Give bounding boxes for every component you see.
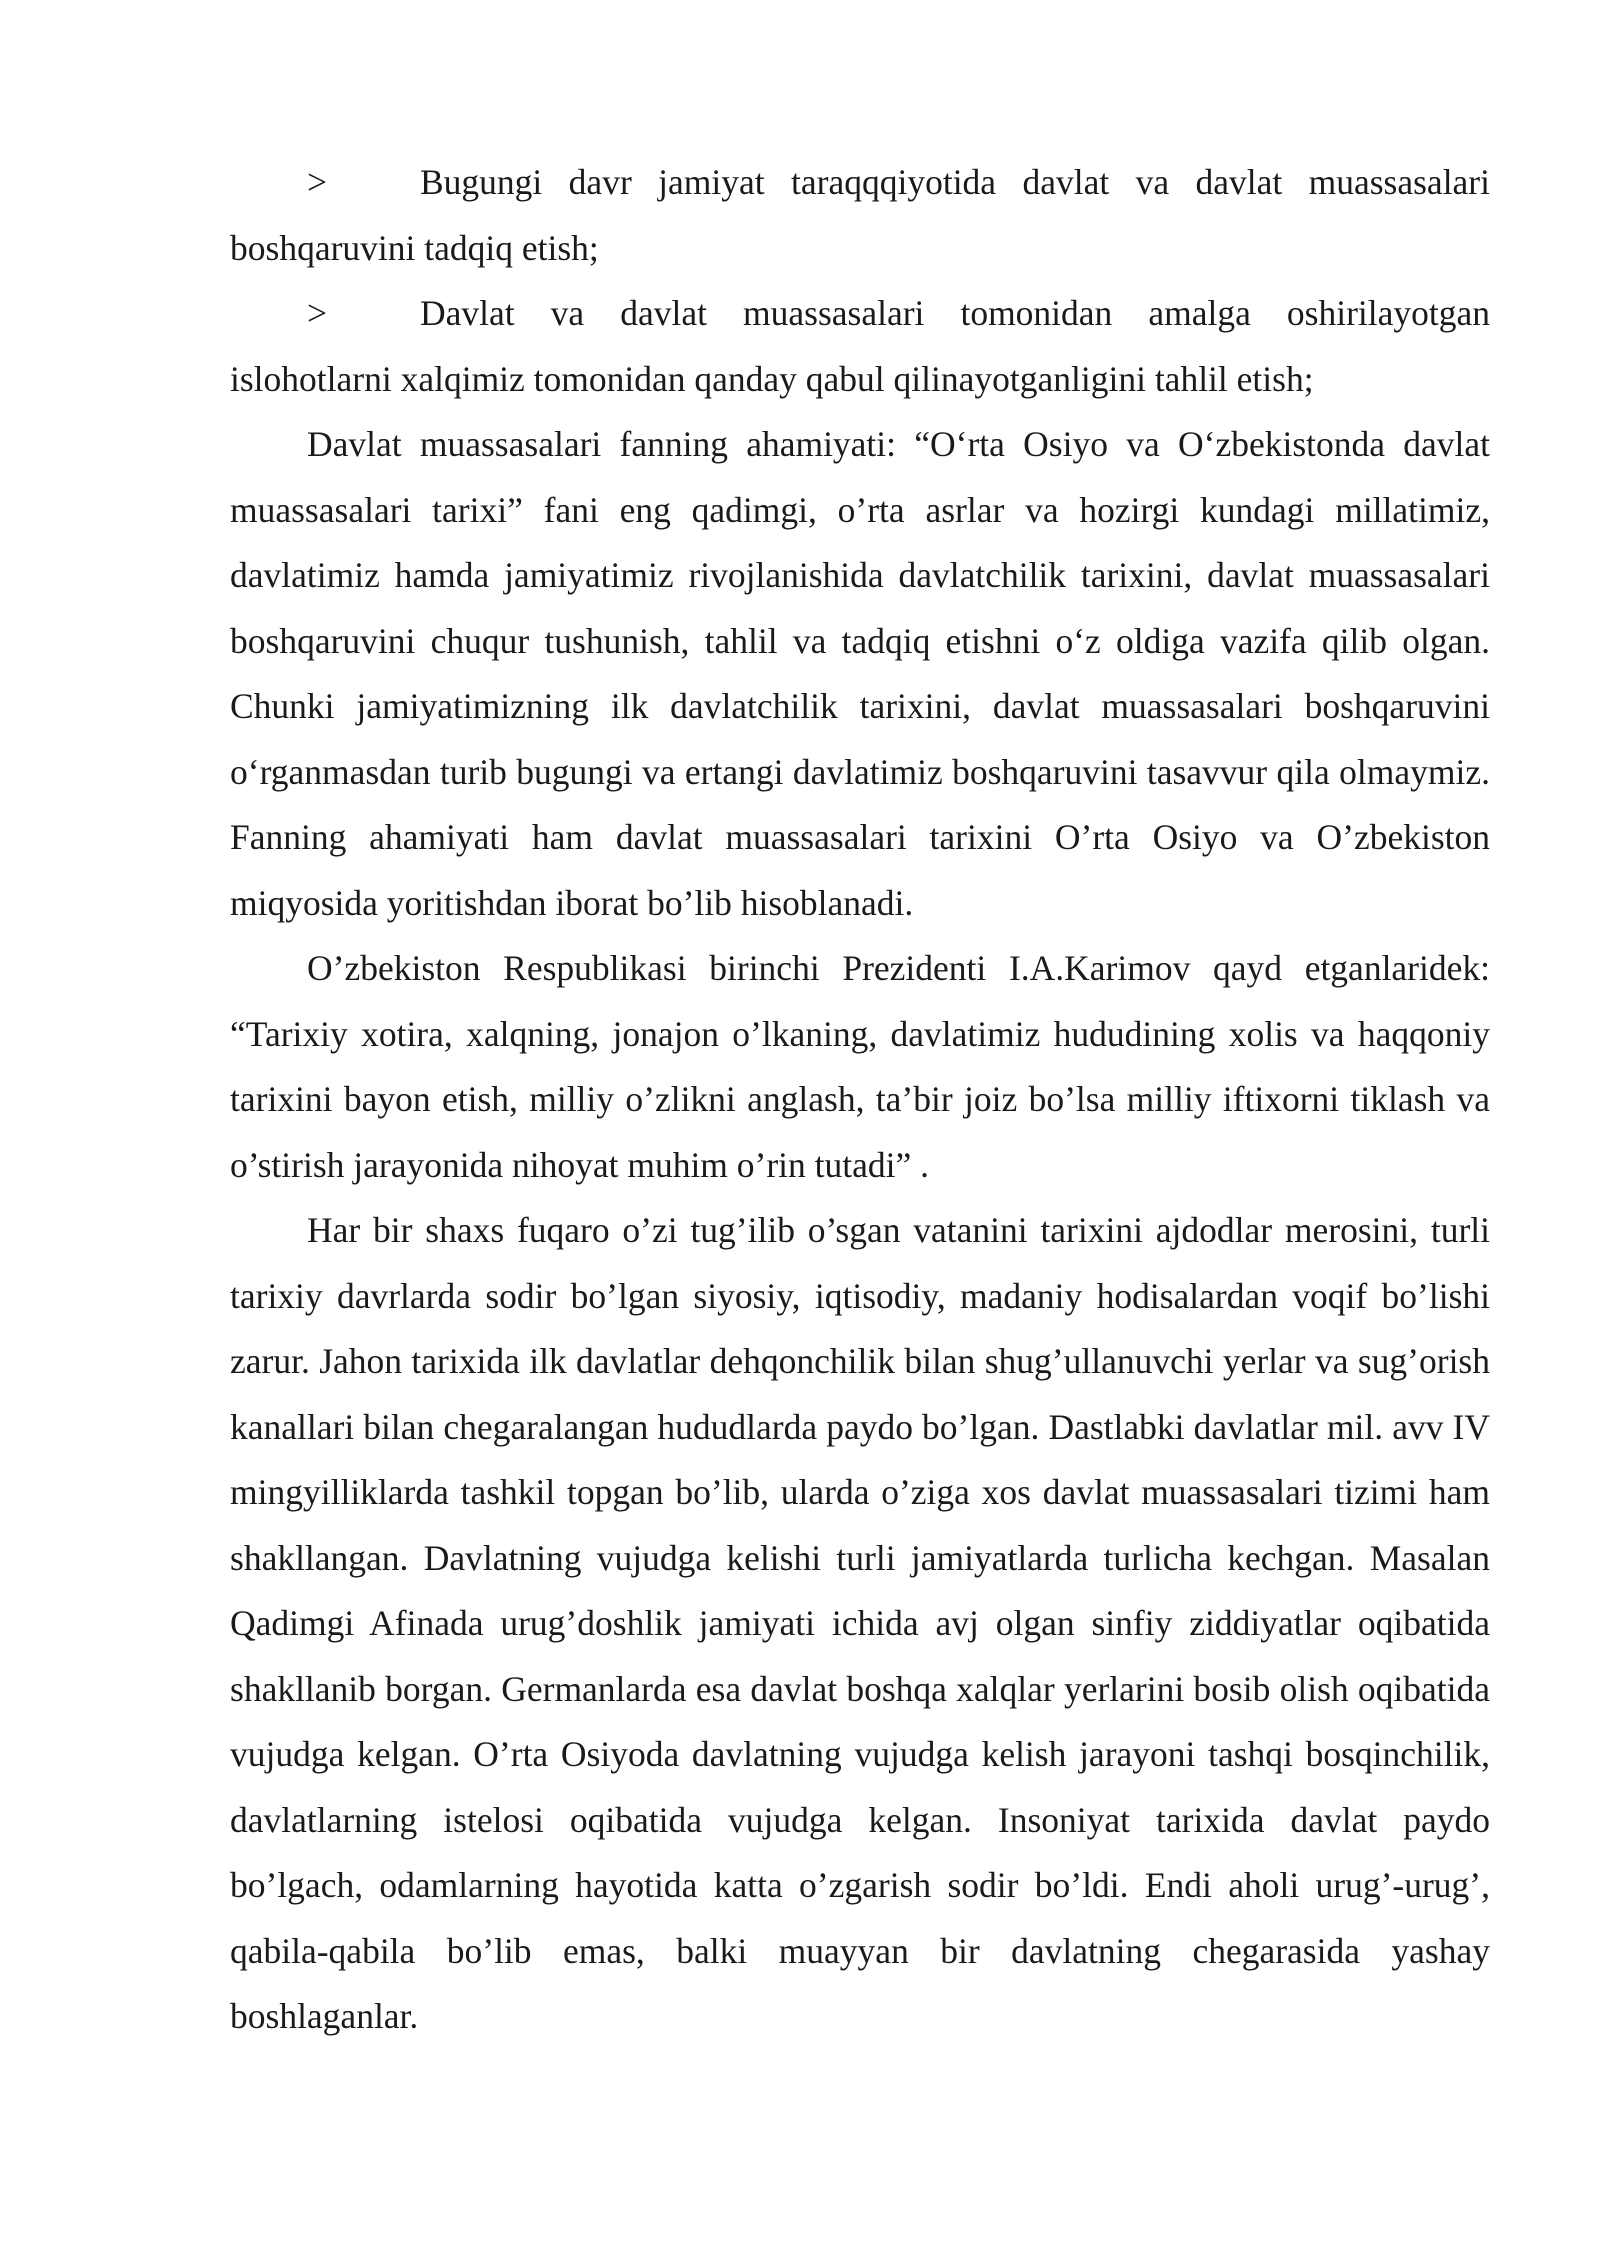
bullet-item (230, 150, 1490, 281)
paragraph-history: Har bir shaxs fuqaro o’zi tug’ilib o’sgan vatanini tarixini ajdodlar merosini, turli tarixiy davrlarda sodir bo’lgan siyosiy, iqtisodiy, madaniy hodisalardan voqif bo’lishi zarur. Jahon tarixida ilk davlatlar dehqonchilik bilan shug’ullanuvchi yerlar va sug’orish kanallari bilan chegaralangan hududlarda paydo bo’lgan. Dastlabki davlatlar mil. avv IV mingyilliklarda tashkil topgan bo’lib, ularda o’ziga xos davlat muassasalari tizimi ham shakllangan. Davlatning vujudga kelishi turli jamiyatlarda turlicha kechgan. Masalan Qadimgi Afinada urug’doshlik jamiyati ichida avj olgan sinfiy ziddiyatlar oqibatida shakllanib borgan. Germanlarda esa davlat boshqa xalqlar yerlarini bosib olish oqibatida vujudga kelgan. O’rta Osiyoda davlatning vujudga kelish jarayoni tashqi bosqinchilik, davlatlarning istelosi oqibatida vujudga kelgan. Insoniyat tarixida davlat paydo bo’lgach, odamlarning hayotida katta o’zgarish sodir bo’ldi. Endi aholi urug’-urug’, qabila-qabila bo’lib emas, balki muayyan bir davlatning chegarasida yashay boshlaganlar. (230, 1210, 1490, 2036)
paragraph-importance: Davlat muassasalari fanning ahamiyati: “O‘rta Osiyo va O‘zbekistonda davlat muassasalari tarixi” fani eng qadimgi, o’rta asrlar va hozirgi kundagi millatimiz, davlatimiz hamda jamiyatimiz rivojlanishida davlatchilik tarixini, davlat muassasalari boshqaruvini chuqur tushunish, tahlil va tadqiq etishni o‘z oldiga vazifa qilib olgan. Chunki jamiyatimizning ilk davlatchilik tarixini, davlat muassasalari boshqaruvini o‘rganmasdan turib bugungi va ertangi davlatimiz boshqaruvini tasavvur qila olmaymiz. Fanning ahamiyati ham davlat muassasalari tarixini O’rta Osiyo va O’zbekiston miqyosida yoritishdan iborat bo’lib hisoblanadi. (230, 424, 1490, 923)
paragraph-quote: O’zbekiston Respublikasi birinchi Prezidenti I.A.Karimov qayd etganlaridek: “Tarixiy xotira, xalqning, jonajon o’lkaning, davlatimiz hududining xolis va haqqoniy tarixini bayon etish, milliy o’zlikni anglash, ta’bir joiz bo’lsa milliy iftixorni tiklash va o’stirish jarayonida nihoyat muhim o’rin tutadi” . (230, 948, 1490, 1185)
bullet-item (230, 281, 1490, 412)
bullet-marker: > (307, 293, 328, 333)
text-column (230, 150, 1490, 2050)
bullet-text: Davlat va davlat muassasalari tomonidan amalga oshirilayotgan islohotlarni xalqimiz tomonidan qanday qabul qilinayotganligini tahlil etish; (230, 293, 1490, 399)
bullet-marker: > (307, 162, 328, 202)
bullet-text: Bugungi davr jamiyat taraqqqiyotida davlat va davlat muassasalari boshqaruvini tadqiq etish; (230, 162, 1490, 268)
